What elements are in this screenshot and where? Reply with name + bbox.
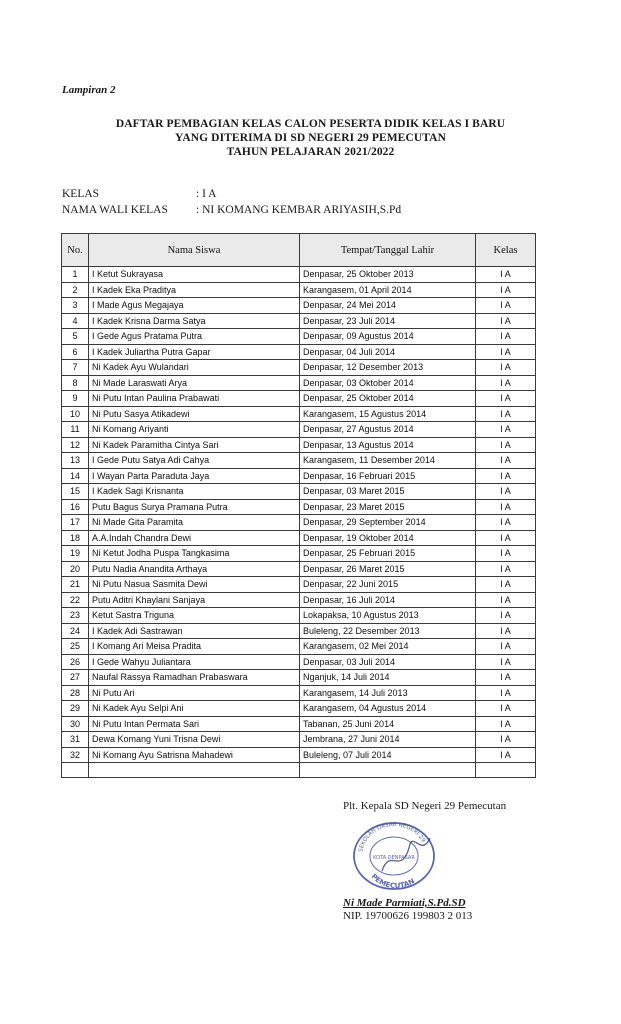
- cell-no: 15: [62, 484, 89, 500]
- cell-name: Ni Komang Ariyanti: [89, 422, 300, 438]
- cell-name: Ni Putu Sasya Atikadewi: [89, 406, 300, 422]
- table-row: [62, 716, 536, 732]
- cell-class: I A: [476, 267, 536, 283]
- cell-birthplace-date: Denpasar, 25 Oktober 2014: [300, 391, 476, 407]
- cell-class: I A: [476, 561, 536, 577]
- cell-birthplace-date: Denpasar, 22 Juni 2015: [300, 577, 476, 593]
- cell-name: I Made Agus Megajaya: [89, 298, 300, 314]
- table-row: [62, 391, 536, 407]
- cell-name: Ni Putu Intan Paulina Prabawati: [89, 391, 300, 407]
- cell-class: I A: [476, 391, 536, 407]
- table-row: [62, 685, 536, 701]
- header-no: No.: [62, 234, 89, 267]
- cell-name: Ni Putu Intan Permata Sari: [89, 716, 300, 732]
- table-row: [62, 406, 536, 422]
- cell-name: I Gede Putu Satya Adi Cahya: [89, 453, 300, 469]
- cell-birthplace-date: Karangasem, 04 Agustus 2014: [300, 701, 476, 717]
- cell-class: I A: [476, 375, 536, 391]
- cell-no: 9: [62, 391, 89, 407]
- table-row: [62, 267, 536, 283]
- cell-name: Putu Aditri Khaylani Sanjaya: [89, 592, 300, 608]
- cell-no: 27: [62, 670, 89, 686]
- table-row: [62, 701, 536, 717]
- cell-no: 3: [62, 298, 89, 314]
- cell-name: Dewa Komang Yuni Trisna Dewi: [89, 732, 300, 748]
- cell-birthplace-date: Denpasar, 26 Maret 2015: [300, 561, 476, 577]
- table-row: [62, 515, 536, 531]
- cell-birthplace-date: Denpasar, 03 Maret 2015: [300, 484, 476, 500]
- cell-birthplace-date: Denpasar, 03 Oktober 2014: [300, 375, 476, 391]
- table-row: [62, 375, 536, 391]
- cell-name: Ni Kadek Paramitha Cintya Sari: [89, 437, 300, 453]
- cell-birthplace-date: Karangasem, 02 Mei 2014: [300, 639, 476, 655]
- cell-class: I A: [476, 484, 536, 500]
- cell-class: I A: [476, 282, 536, 298]
- cell-birthplace-date: Jembrana, 27 Juni 2014: [300, 732, 476, 748]
- cell-no: 2: [62, 282, 89, 298]
- table-row-empty: [62, 763, 536, 778]
- cell-birthplace-date: Karangasem, 14 Juli 2013: [300, 685, 476, 701]
- cell-no: 17: [62, 515, 89, 531]
- cell-birthplace-date: Denpasar, 29 September 2014: [300, 515, 476, 531]
- cell-no: 7: [62, 360, 89, 376]
- table-row: [62, 360, 536, 376]
- table-row: [62, 654, 536, 670]
- table-row: [62, 298, 536, 314]
- title-line-3: TAHUN PELAJARAN 2021/2022: [226, 146, 395, 158]
- cell-class: I A: [476, 732, 536, 748]
- cell-birthplace-date: Denpasar, 25 Oktober 2013: [300, 267, 476, 283]
- table-row: [62, 639, 536, 655]
- table-body: [62, 267, 536, 778]
- cell-name: Ni Kadek Ayu Selpi Ani: [89, 701, 300, 717]
- cell-class: I A: [476, 701, 536, 717]
- table-row: [62, 561, 536, 577]
- title-line-1: DAFTAR PEMBAGIAN KELAS CALON PESERTA DIDIK KELAS I BARU: [115, 118, 506, 130]
- table-row: [62, 530, 536, 546]
- header-class: Kelas: [476, 234, 536, 267]
- cell-birthplace-date: Denpasar, 19 Oktober 2014: [300, 530, 476, 546]
- cell-no: 24: [62, 623, 89, 639]
- table-row: [62, 329, 536, 345]
- table-row: [62, 282, 536, 298]
- signatory-name: Ni Made Parmiati,S.Pd.SD: [343, 897, 466, 909]
- cell-birthplace-date: Denpasar, 13 Agustus 2014: [300, 437, 476, 453]
- cell-class: I A: [476, 623, 536, 639]
- cell-no: 29: [62, 701, 89, 717]
- cell-no: 11: [62, 422, 89, 438]
- cell-class: I A: [476, 344, 536, 360]
- cell-no: 31: [62, 732, 89, 748]
- cell-birthplace-date: Denpasar, 16 Juli 2014: [300, 592, 476, 608]
- stamp-text-bottom: PEMECUTAN: [369, 872, 416, 891]
- table-row: [62, 422, 536, 438]
- cell-birthplace-date: Denpasar, 27 Agustus 2014: [300, 422, 476, 438]
- cell-birthplace-date: Lokapaksa, 10 Agustus 2013: [300, 608, 476, 624]
- cell-birthplace-date: Karangasem, 11 Desember 2014: [300, 453, 476, 469]
- attachment-label: Lampiran 2: [62, 84, 116, 96]
- cell-name: I Kadek Krisna Darma Satya: [89, 313, 300, 329]
- table-row: [62, 608, 536, 624]
- cell-class: I A: [476, 608, 536, 624]
- cell-class: I A: [476, 360, 536, 376]
- cell-birthplace-date: Karangasem, 15 Agustus 2014: [300, 406, 476, 422]
- cell-no: 1: [62, 267, 89, 283]
- cell-class: I A: [476, 406, 536, 422]
- cell-class: I A: [476, 515, 536, 531]
- cell-class: I A: [476, 577, 536, 593]
- cell-birthplace-date: Buleleng, 22 Desember 2013: [300, 623, 476, 639]
- table-row: [62, 623, 536, 639]
- cell-class: I A: [476, 298, 536, 314]
- cell-birthplace-date: Denpasar, 25 Februari 2015: [300, 546, 476, 562]
- cell-no: 12: [62, 437, 89, 453]
- cell-birthplace-date: Denpasar, 09 Agustus 2014: [300, 329, 476, 345]
- cell-no: 23: [62, 608, 89, 624]
- cell-name: I Wayan Parta Paraduta Jaya: [89, 468, 300, 484]
- table-row: [62, 732, 536, 748]
- table-row: [62, 313, 536, 329]
- cell-no: 22: [62, 592, 89, 608]
- cell-class: I A: [476, 654, 536, 670]
- cell-name: I Gede Wahyu Juliantara: [89, 654, 300, 670]
- stamp-text-top: SEKOLAH DASAR NEGERI 29: [358, 821, 426, 853]
- cell-class: I A: [476, 670, 536, 686]
- header-birth: Tempat/Tanggal Lahir: [300, 234, 476, 267]
- cell-birthplace-date: Denpasar, 04 Juli 2014: [300, 344, 476, 360]
- cell-birthplace-date: Tabanan, 25 Juni 2014: [300, 716, 476, 732]
- cell-class: I A: [476, 499, 536, 515]
- cell-no: 8: [62, 375, 89, 391]
- cell-class: I A: [476, 546, 536, 562]
- table-row: [62, 577, 536, 593]
- signatory-nip: NIP. 19700626 199803 2 013: [343, 910, 473, 922]
- table-header-row: [62, 234, 536, 267]
- cell-name: Ni Putu Ari: [89, 685, 300, 701]
- cell-no: 25: [62, 639, 89, 655]
- class-info: [62, 188, 216, 200]
- empty-cell: [62, 763, 89, 778]
- cell-no: 16: [62, 499, 89, 515]
- homeroom-value: : NI KOMANG KEMBAR ARIYASIH,S.Pd: [196, 204, 402, 216]
- cell-name: I Komang Ari Meisa Pradita: [89, 639, 300, 655]
- table-row: [62, 437, 536, 453]
- cell-name: Ni Made Laraswati Arya: [89, 375, 300, 391]
- stamp-text-center: KOTA DENPASAR: [373, 855, 415, 861]
- title-line-2: YANG DITERIMA DI SD NEGERI 29 PEMECUTAN: [175, 132, 446, 144]
- signatory-position: Plt. Kepala SD Negeri 29 Pemecutan: [343, 800, 507, 812]
- empty-cell: [89, 763, 300, 778]
- cell-birthplace-date: Denpasar, 03 Juli 2014: [300, 654, 476, 670]
- cell-no: 28: [62, 685, 89, 701]
- cell-class: I A: [476, 592, 536, 608]
- cell-class: I A: [476, 530, 536, 546]
- cell-name: I Gede Agus Pratama Putra: [89, 329, 300, 345]
- cell-no: 21: [62, 577, 89, 593]
- cell-class: I A: [476, 716, 536, 732]
- cell-name: A.A.Indah Chandra Dewi: [89, 530, 300, 546]
- class-value: : I A: [196, 188, 217, 200]
- class-label: KELAS: [62, 188, 100, 200]
- cell-name: Ni Ketut Jodha Puspa Tangkasima: [89, 546, 300, 562]
- cell-birthplace-date: Karangasem, 01 April 2014: [300, 282, 476, 298]
- cell-name: Ni Kadek Ayu Wulandari: [89, 360, 300, 376]
- cell-no: 26: [62, 654, 89, 670]
- cell-no: 14: [62, 468, 89, 484]
- table-row: [62, 747, 536, 763]
- cell-no: 4: [62, 313, 89, 329]
- school-stamp: [344, 816, 444, 892]
- cell-birthplace-date: Denpasar, 24 Mei 2014: [300, 298, 476, 314]
- student-table: [61, 233, 536, 778]
- table-row: [62, 468, 536, 484]
- cell-birthplace-date: Buleleng, 07 Juli 2014: [300, 747, 476, 763]
- cell-no: 6: [62, 344, 89, 360]
- cell-name: I Ketut Sukrayasa: [89, 267, 300, 283]
- homeroom-info: [62, 204, 401, 216]
- table-row: [62, 344, 536, 360]
- cell-class: I A: [476, 422, 536, 438]
- table-row: [62, 546, 536, 562]
- cell-birthplace-date: Denpasar, 23 Juli 2014: [300, 313, 476, 329]
- table-row: [62, 499, 536, 515]
- cell-name: I Kadek Adi Sastrawan: [89, 623, 300, 639]
- empty-cell: [300, 763, 476, 778]
- cell-no: 19: [62, 546, 89, 562]
- cell-no: 5: [62, 329, 89, 345]
- homeroom-label: NAMA WALI KELAS: [62, 204, 168, 216]
- cell-class: I A: [476, 747, 536, 763]
- cell-class: I A: [476, 329, 536, 345]
- cell-name: Putu Nadia Anandita Arthaya: [89, 561, 300, 577]
- table-row: [62, 592, 536, 608]
- empty-cell: [476, 763, 536, 778]
- cell-class: I A: [476, 639, 536, 655]
- cell-no: 32: [62, 747, 89, 763]
- cell-name: I Kadek Juliartha Putra Gapar: [89, 344, 300, 360]
- table-row: [62, 670, 536, 686]
- cell-no: 10: [62, 406, 89, 422]
- cell-class: I A: [476, 313, 536, 329]
- cell-class: I A: [476, 468, 536, 484]
- cell-name: Ni Putu Nasua Sasmita Dewi: [89, 577, 300, 593]
- cell-no: 13: [62, 453, 89, 469]
- cell-name: Ni Made Gita Paramita: [89, 515, 300, 531]
- cell-no: 18: [62, 530, 89, 546]
- cell-name: I Kadek Sagi Krisnanta: [89, 484, 300, 500]
- cell-no: 30: [62, 716, 89, 732]
- cell-class: I A: [476, 437, 536, 453]
- table-row: [62, 453, 536, 469]
- cell-name: Ni Komang Ayu Satrisna Mahadewi: [89, 747, 300, 763]
- cell-name: Ketut Sastra Triguna: [89, 608, 300, 624]
- cell-name: I Kadek Eka Praditya: [89, 282, 300, 298]
- cell-name: Putu Bagus Surya Pramana Putra: [89, 499, 300, 515]
- header-name: Nama Siswa: [89, 234, 300, 267]
- cell-name: Naufal Rassya Ramadhan Prabaswara: [89, 670, 300, 686]
- cell-birthplace-date: Denpasar, 16 Februari 2015: [300, 468, 476, 484]
- table-row: [62, 484, 536, 500]
- cell-class: I A: [476, 453, 536, 469]
- cell-birthplace-date: Denpasar, 12 Desember 2013: [300, 360, 476, 376]
- cell-birthplace-date: Nganjuk, 14 Juli 2014: [300, 670, 476, 686]
- cell-birthplace-date: Denpasar, 23 Maret 2015: [300, 499, 476, 515]
- cell-class: I A: [476, 685, 536, 701]
- cell-no: 20: [62, 561, 89, 577]
